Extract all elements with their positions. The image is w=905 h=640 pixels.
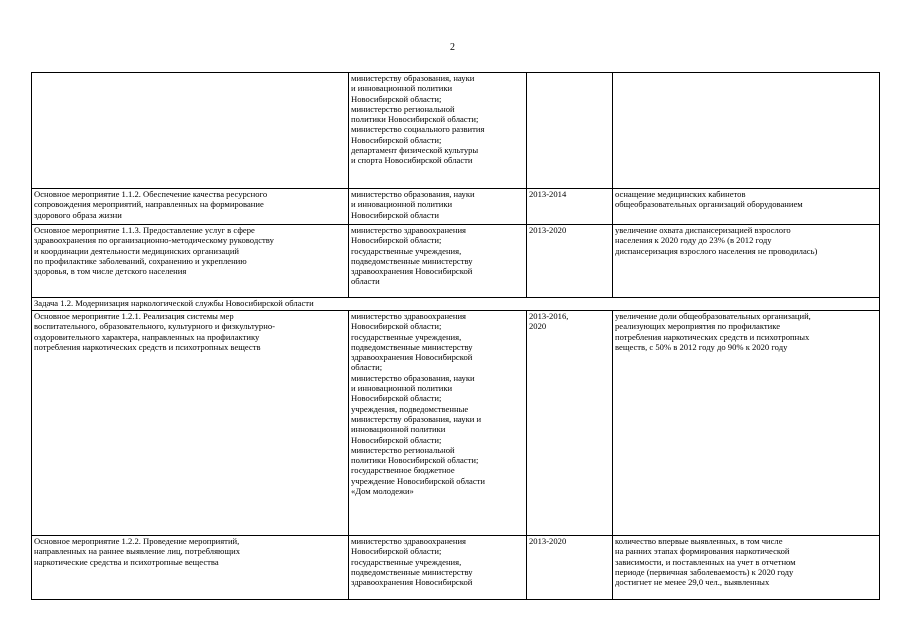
- text-line: министерство образования, науки: [351, 189, 475, 199]
- table-row: [32, 73, 880, 189]
- activity-cell: [32, 189, 349, 225]
- table-row: [32, 311, 880, 536]
- text-line: увеличение охвата диспансеризацией взрослого: [615, 225, 791, 235]
- text-line: здравоохранения Новосибирской: [351, 577, 473, 588]
- result-cell: [613, 536, 880, 600]
- executors-cell: [349, 73, 527, 189]
- text-line: министерство здравоохранения: [351, 225, 467, 235]
- period-cell: [527, 311, 613, 536]
- task-heading: Задача 1.2. Модернизация наркологической службы Новосибирской области: [32, 298, 880, 311]
- page-number: 2: [450, 42, 455, 53]
- text-line: «Дом молодежи»: [351, 486, 414, 497]
- text-line: оснащение медицинских кабинетов: [615, 189, 746, 199]
- text-line: и спорта Новосибирской области: [351, 155, 473, 166]
- text-line: периоде (первичная заболеваемость) к 2020 году: [615, 566, 794, 577]
- text-line: здоровья, в том числе детского населения: [34, 266, 187, 277]
- text-line: количество впервые выявленных, в том числе: [615, 536, 783, 546]
- text-line: политики Новосибирской области;: [351, 114, 479, 125]
- text-line: государственные учреждения,: [351, 556, 462, 567]
- text-line: министерство социального развития: [351, 124, 485, 135]
- text-line: реализующих мероприятия по профилактике: [615, 321, 781, 332]
- text-line: государственные учреждения,: [351, 245, 462, 256]
- activity-cell: [32, 73, 349, 189]
- executors-cell: [349, 189, 527, 225]
- text-line: области;: [351, 362, 383, 373]
- executors-cell: [349, 311, 527, 536]
- text-line: подведомственные министерству: [351, 341, 473, 352]
- text-line: 2013-2014: [529, 189, 567, 199]
- text-line: Основное мероприятие 1.1.3. Предоставление услуг в сфере: [34, 225, 255, 235]
- text-line: министерство региональной: [351, 444, 455, 455]
- text-line: подведомственные министерству: [351, 566, 473, 577]
- text-line: Новосибирской области;: [351, 235, 442, 246]
- text-line: воспитательного, образовательного, культурного и физкультурно-: [34, 321, 275, 332]
- text-line: Новосибирской области;: [351, 93, 442, 104]
- result-cell: [613, 189, 880, 225]
- table-row: [32, 225, 880, 298]
- text-line: и инновационной политики: [351, 83, 453, 94]
- executors-cell: [349, 225, 527, 298]
- text-line: и инновационной политики: [351, 199, 453, 210]
- text-line: министерство здравоохранения: [351, 536, 467, 546]
- activity-cell: [32, 536, 349, 600]
- text-line: здорового образа жизни: [34, 209, 122, 220]
- text-line: по профилактике заболеваний, сохранению и укреплению: [34, 255, 247, 266]
- text-line: диспансеризация взрослого населения не проводилась): [615, 245, 818, 256]
- text-line: здравоохранения по организационно-методическому руководству: [34, 235, 274, 246]
- text-line: инновационной политики: [351, 424, 446, 435]
- text-line: 2013-2020: [529, 225, 567, 235]
- text-line: министерство региональной: [351, 103, 455, 114]
- text-line: потребления наркотических средств и психотропных: [615, 331, 810, 342]
- text-line: Основное мероприятие 1.2.1. Реализация системы мер: [34, 311, 234, 321]
- text-line: министерство здравоохранения: [351, 311, 467, 321]
- text-line: 2020: [529, 321, 547, 332]
- activity-cell: [32, 311, 349, 536]
- text-line: Новосибирской области;: [351, 546, 442, 557]
- text-line: государственное бюджетное: [351, 465, 455, 476]
- text-line: области: [351, 276, 380, 287]
- table-row: [32, 536, 880, 600]
- task-row: [32, 298, 880, 311]
- text-line: оздоровительного характера, направленных на профилактику: [34, 331, 260, 342]
- period-cell: [527, 536, 613, 600]
- text-line: политики Новосибирской области;: [351, 455, 479, 466]
- result-cell: [613, 311, 880, 536]
- executors-cell: [349, 536, 527, 600]
- text-line: общеобразовательных организаций оборудованием: [615, 199, 803, 210]
- text-line: сопровождения мероприятий, направленных на формирование: [34, 199, 264, 210]
- text-line: Новосибирской области;: [351, 321, 442, 332]
- text-line: населения к 2020 году до 23% (в 2012 году: [615, 235, 772, 246]
- text-line: 2013-2016,: [529, 311, 569, 321]
- text-line: здравоохранения Новосибирской: [351, 352, 473, 363]
- text-line: министерству образования, науки и: [351, 413, 482, 424]
- text-line: достигнет не менее 29,0 чел., выявленных: [615, 577, 770, 588]
- text-line: Основное мероприятие 1.1.2. Обеспечение качества ресурсного: [34, 189, 268, 199]
- text-line: потребления наркотических средств и психотропных веществ: [34, 341, 261, 352]
- text-line: увеличение доли общеобразовательных организаций,: [615, 311, 811, 321]
- text-line: подведомственные министерству: [351, 255, 473, 266]
- program-activities-table: [31, 72, 880, 600]
- text-line: Новосибирской области;: [351, 393, 442, 404]
- text-line: и инновационной политики: [351, 383, 453, 394]
- text-line: Основное мероприятие 1.2.2. Проведение мероприятий,: [34, 536, 240, 546]
- text-line: государственные учреждения,: [351, 331, 462, 342]
- text-line: на ранних этапах формирования наркотической: [615, 546, 790, 557]
- text-line: и координации деятельности медицинских организаций: [34, 245, 240, 256]
- text-line: направленных на раннее выявление лиц, потребляющих: [34, 546, 240, 557]
- period-cell: [527, 225, 613, 298]
- text-line: здравоохранения Новосибирской: [351, 266, 473, 277]
- result-cell: [613, 225, 880, 298]
- table-body: [32, 73, 880, 600]
- result-cell: [613, 73, 880, 189]
- text-line: Новосибирской области: [351, 209, 440, 220]
- text-line: 2013-2020: [529, 536, 567, 546]
- text-line: веществ, с 50% в 2012 году до 90% к 2020 году: [615, 341, 788, 352]
- text-line: департамент физической культуры: [351, 145, 479, 156]
- text-line: учреждения, подведомственные: [351, 403, 469, 414]
- period-cell: [527, 189, 613, 225]
- text-line: зависимости, и поставленных на учет в отчетном: [615, 556, 796, 567]
- text-line: министерство образования, науки: [351, 372, 475, 383]
- period-cell: [527, 73, 613, 189]
- text-line: наркотические средства и психотропные вещества: [34, 556, 219, 567]
- text-line: Новосибирской области;: [351, 134, 442, 145]
- table-row: [32, 189, 880, 225]
- text-line: министерству образования, науки: [351, 73, 475, 83]
- text-line: учреждение Новосибирской области: [351, 475, 486, 486]
- activity-cell: [32, 225, 349, 298]
- text-line: Новосибирской области;: [351, 434, 442, 445]
